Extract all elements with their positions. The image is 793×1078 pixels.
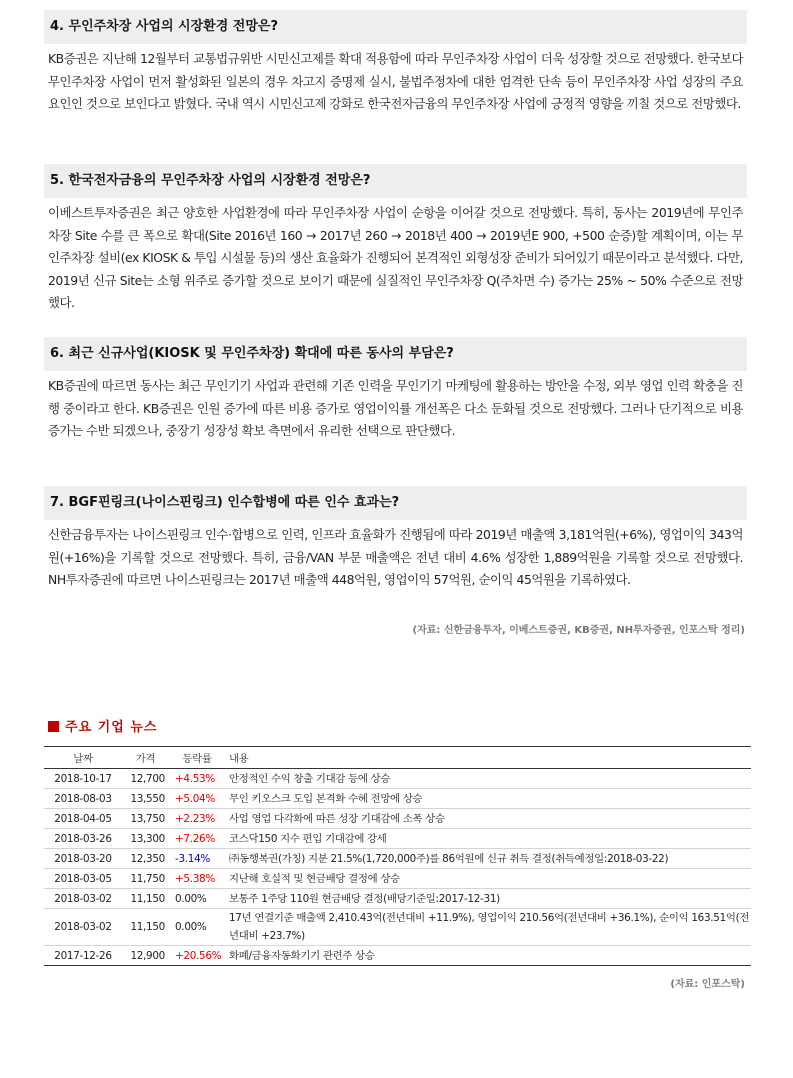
square-bullet-icon [48,721,59,732]
row-content: 안정적인 수익 창출 기대감 등에 상승 [225,769,751,789]
table-row [44,829,751,849]
section-body: 신한금융투자는 나이스핀링크 인수·합병으로 인력, 인프라 효율화가 진행됨에 따라 2019년 매출액 3,181억원(+6%), 영업이익 343억원(+16%)을 기록할 것으로 전망했다. 특히, 금융/VAN 부문 매출액은 전년 대비 4.6% 성장한 1,889억원을 기록할 것으로 전망했다. NH투자증권에 따르면 나이스핀링크는 2017년 매출액 448억원, 영업이익 57억원, 순이익 45억원을 기록하였다. [48,527,743,588]
section-body: 이베스트투자증권은 최근 양호한 사업환경에 따라 무인주차장 사업이 순항을 이어갈 것으로 전망했다. 특히, 동사는 2019년에 무인주차장 Site 수를 큰 폭으로 확대(Site 2016년 160 → 2017년 260 → 2018년 400 → 2019년E 900, +500 순증)할 계획이며, 이는 무인주차장 설비(ex KIOSK & 투입 시설물 등)의 생산 효율화가 진행되어 본격적인 외형성장 준비가 되어있기 때문이라고 분석했다. 다만, 2019년 신규 Site는 소형 위주로 증가할 것으로 보이기 때문에 실질적인 무인주차장 Q(주차면 수) 증가는 25% ~ 50% 수준으로 전망했다. [48,205,743,311]
row-date: 2018-03-20 [44,849,122,869]
source-note: (자료: 인포스탁) [670,979,745,990]
row-date: 2018-04-05 [44,809,122,829]
row-change: +4.53% [169,769,225,789]
source-note: (자료: 신한금융투자, 이베스트증권, KB증권, NH투자증권, 인포스탁 정리) [412,625,745,636]
section-7 [44,486,747,592]
row-price: 12,350 [122,849,169,869]
row-price: 11,750 [122,869,169,889]
row-date: 2018-03-05 [44,869,122,889]
row-price: 13,550 [122,789,169,809]
table-row [44,769,751,789]
table-row [44,849,751,869]
table-header-row [44,747,751,769]
row-price: 12,700 [122,769,169,789]
row-content: 보통주 1주당 110원 현금배당 결정(배당기준일:2017-12-31) [225,889,751,909]
section-heading: 7. BGF핀링크(나이스핀링크) 인수합병에 따른 인수 효과는? [44,486,747,520]
section-5 [44,164,747,315]
row-price: 11,150 [122,909,169,946]
row-date: 2018-10-17 [44,769,122,789]
row-date: 2017-12-26 [44,946,122,966]
row-content: 지난해 호실적 및 현금배당 결정에 상승 [225,869,751,889]
section-heading: 4. 무인주차장 사업의 시장환경 전망은? [44,10,747,44]
row-change: +2.23% [169,809,225,829]
row-content: 무인 키오스크 도입 본격화 수혜 전망에 상승 [225,789,751,809]
table-row [44,889,751,909]
row-content: 코스닥150 지수 편입 기대감에 강세 [225,829,751,849]
row-date: 2018-03-02 [44,909,122,946]
row-change: +5.38% [169,869,225,889]
row-change: +7.26% [169,829,225,849]
row-date: 2018-08-03 [44,789,122,809]
col-header-date: 날짜 [44,747,122,769]
section-body: KB증권은 지난해 12월부터 교통법규위반 시민신고제를 확대 적용함에 따라 무인주차장 사업이 더욱 성장할 것으로 전망했다. 한국보다 무인주차장 사업이 먼저 활성화된 일본의 경우 차고지 증명제 실시, 불법주정차에 대한 엄격한 단속 등이 무인주차장 사업 성장의 주요 요인인 것으로 보인다고 밝혔다. 국내 역시 시민신고제 강화로 한국전자금융의 무인주차장 사업에 긍정적 영향을 끼칠 것으로 전망했다. [48,51,743,112]
col-header-change: 등락률 [169,747,225,769]
row-price: 12,900 [122,946,169,966]
news-table [44,746,751,966]
row-price: 13,750 [122,809,169,829]
table-row [44,809,751,829]
news-title [48,716,157,735]
table-row [44,869,751,889]
row-change: 0.00% [169,909,225,946]
col-header-content: 내용 [225,747,751,769]
row-content: ㈜동행복권(가칭) 지분 21.5%(1,720,000주)를 86억원에 신규 취득 결정(취득예정일:2018-03-22) [225,849,751,869]
news-title-text: 주요 기업 뉴스 [65,720,158,735]
table-row [44,946,751,966]
row-price: 13,300 [122,829,169,849]
row-change: 0.00% [169,889,225,909]
row-date: 2018-03-26 [44,829,122,849]
row-price: 11,150 [122,889,169,909]
row-content: 사업 영업 다각화에 따른 성장 기대감에 소폭 상승 [225,809,751,829]
news-table-body [44,769,751,966]
row-change: +5.04% [169,789,225,809]
row-change: -3.14% [169,849,225,869]
section-body: KB증권에 따르면 동사는 최근 무인기기 사업과 관련해 기존 인력을 무인기기 마케팅에 활용하는 방안을 수정, 외부 영업 인력 확충을 진행 중이라고 한다. KB증권은 인원 증가에 따른 비용 증가로 영업이익률 개선폭은 다소 둔화될 것으로 전망했다. 그러나 단기적으로 비용 증가는 수반 되겠으나, 중장기 성장성 확보 측면에서 유리한 선택으로 판단했다. [48,378,743,439]
section-heading: 6. 최근 신규사업(KIOSK 및 무인주차장) 확대에 따른 동사의 부담은? [44,337,747,371]
table-row [44,909,751,946]
row-content: 17년 연결기준 매출액 2,410.43억(전년대비 +11.9%), 영업이익 210.56억(전년대비 +36.1%), 순이익 163.51억(전년대비 +23.7%) [225,909,751,946]
row-change: +20.56% [169,946,225,966]
table-row [44,789,751,809]
section-6 [44,337,747,443]
row-content: 화폐/금융자동화기기 관련주 상승 [225,946,751,966]
row-date: 2018-03-02 [44,889,122,909]
section-heading: 5. 한국전자금융의 무인주차장 사업의 시장환경 전망은? [44,164,747,198]
col-header-price: 가격 [122,747,169,769]
section-4 [44,10,747,116]
